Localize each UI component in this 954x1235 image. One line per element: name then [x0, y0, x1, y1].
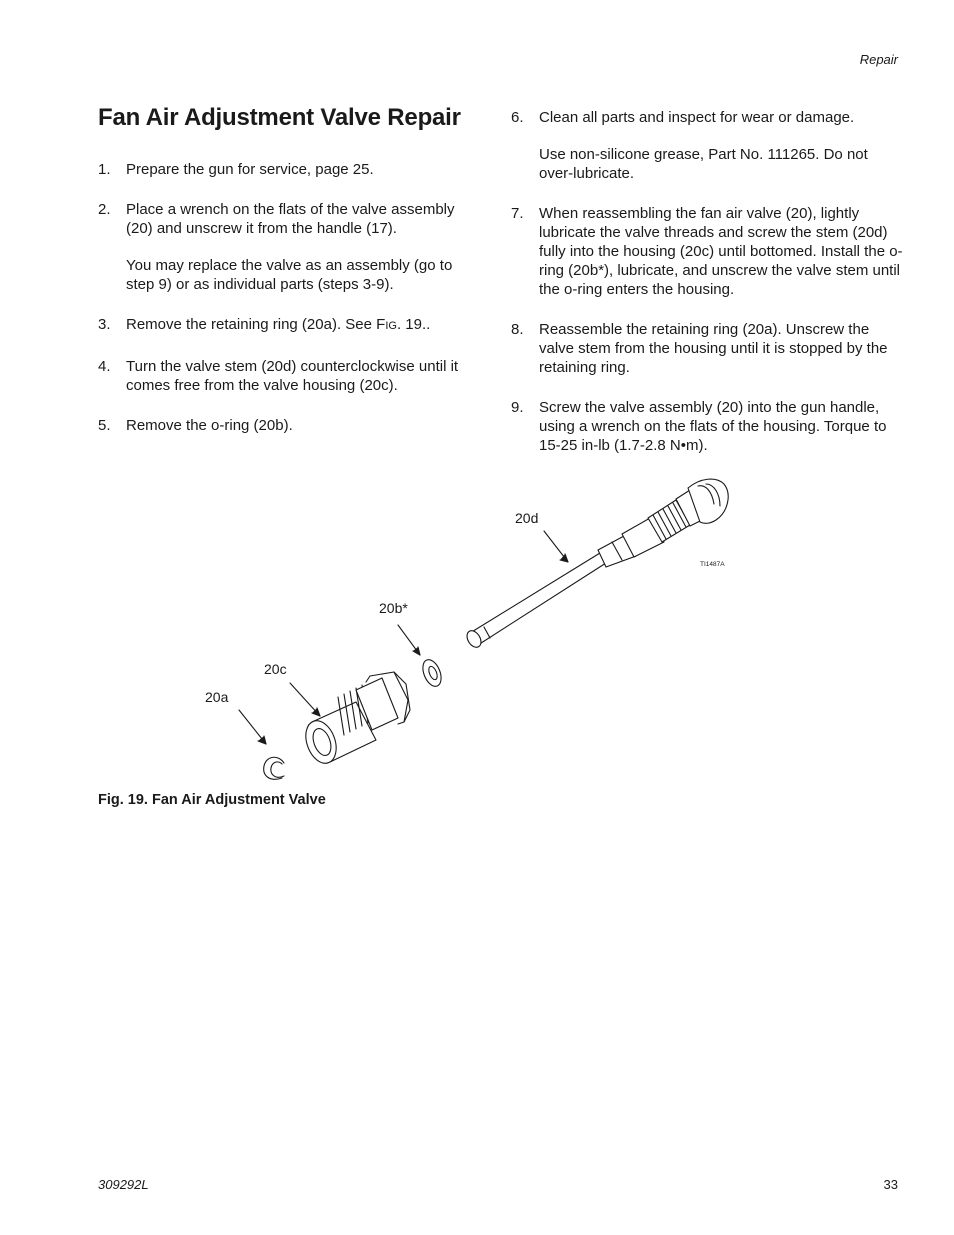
- document-number: 309292L: [98, 1177, 149, 1192]
- step-text: [126, 316, 430, 333]
- step-note: You may replace the valve as an assembly (go to step 9) or as individual parts (steps 3-9).: [126, 257, 453, 293]
- step-text: Reassemble the retaining ring (20a). Unscrew the valve stem from the housing until it is stopped by the retaining ring.: [539, 321, 888, 376]
- leader-lines: [239, 531, 568, 744]
- callout-oring: 20b*: [379, 600, 408, 616]
- step-8: [511, 320, 906, 377]
- step-2: [98, 200, 483, 294]
- step-7: [511, 204, 906, 299]
- step-1: [98, 160, 483, 179]
- step-6: [511, 108, 906, 183]
- valve-housing-drawing: [300, 672, 410, 767]
- drawing-id: TI1487A: [700, 561, 725, 568]
- step-text-part: Remove the retaining ring (20a). See F: [126, 316, 386, 333]
- step-number: 1.: [98, 161, 111, 178]
- running-header: Repair: [859, 52, 898, 67]
- page-number: 33: [883, 1177, 898, 1192]
- retaining-ring-drawing: [264, 757, 284, 779]
- step-number: 8.: [511, 321, 524, 338]
- step-text: Clean all parts and inspect for wear or damage.: [539, 109, 855, 126]
- step-text: Place a wrench on the flats of the valve assembly (20) and unscrew it from the handle (17).: [126, 201, 455, 237]
- steps-left-column: [98, 160, 483, 456]
- callout-ring: 20a: [205, 689, 229, 705]
- valve-stem-drawing: [464, 479, 728, 650]
- page-title: Fan Air Adjustment Valve Repair: [98, 104, 461, 131]
- o-ring-drawing: [419, 657, 444, 689]
- step-number: 2.: [98, 201, 111, 218]
- step-5: [98, 416, 483, 435]
- step-number: 6.: [511, 109, 524, 126]
- figure-reference-smallcaps: IG: [385, 320, 397, 332]
- step-note: Use non-silicone grease, Part No. 111265. Do not over-lubricate.: [539, 146, 868, 182]
- step-text: Screw the valve assembly (20) into the gun handle, using a wrench on the flats of the housing. Torque to 15-25 in-lb (1.7-2.8 N•m).: [539, 399, 887, 454]
- step-text: Turn the valve stem (20d) counterclockwise until it comes free from the valve housing (20c).: [126, 358, 459, 394]
- step-number: 5.: [98, 417, 111, 434]
- step-number: 4.: [98, 358, 111, 375]
- step-text: Remove the o-ring (20b).: [126, 417, 293, 434]
- step-3: [98, 315, 483, 336]
- step-number: 7.: [511, 205, 524, 222]
- step-9: [511, 398, 906, 455]
- step-text-part: . 19..: [396, 316, 431, 333]
- callout-stem: 20d: [515, 510, 539, 526]
- step-text: When reassembling the fan air valve (20), lightly lubricate the valve threads and screw the stem (20d) fully into the housing (20c) until bottomed. Install the o-ring (20b*), lubricate, and unscrew the valve stem until the o-ring enters the housing.: [539, 205, 903, 298]
- step-number: 3.: [98, 316, 111, 333]
- figure-caption: Fig. 19. Fan Air Adjustment Valve: [98, 792, 326, 808]
- step-4: [98, 357, 483, 395]
- steps-right-column: [511, 108, 906, 476]
- callout-housing: 20c: [264, 661, 287, 677]
- step-text: Prepare the gun for service, page 25.: [126, 161, 374, 178]
- step-number: 9.: [511, 399, 524, 416]
